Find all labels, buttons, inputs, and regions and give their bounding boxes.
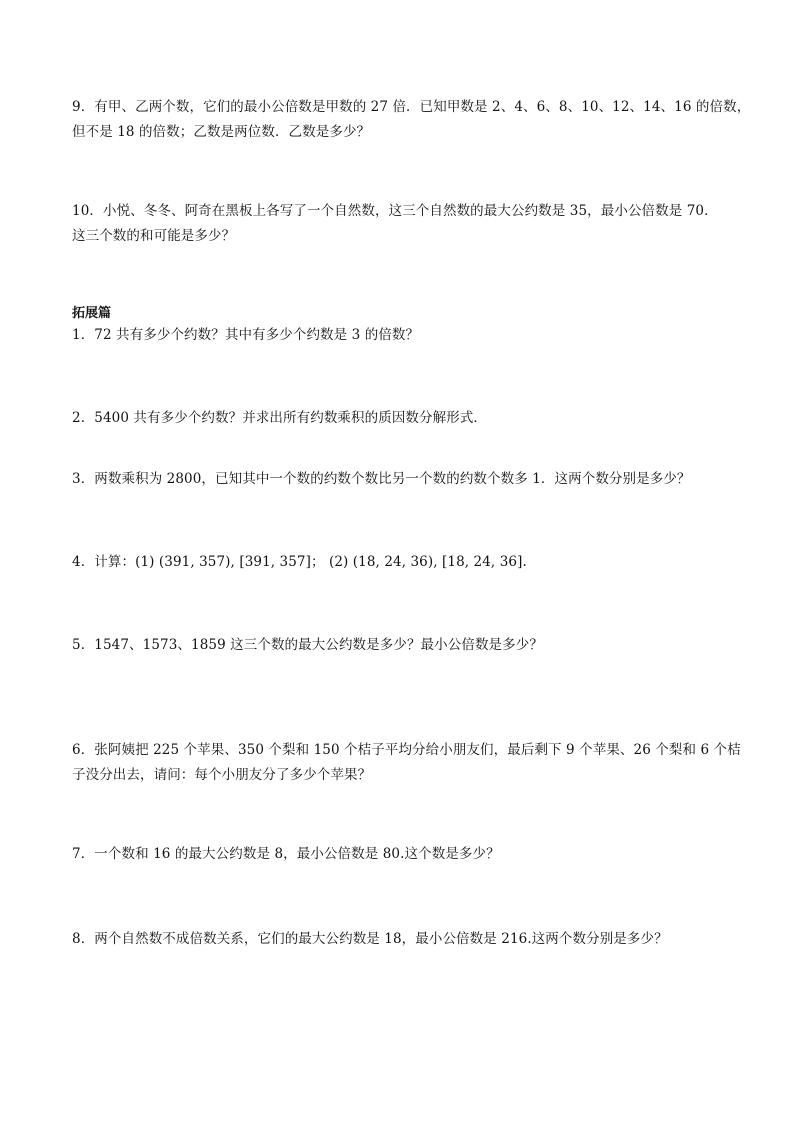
problem-line: 但不是 18 的倍数；乙数是两位数．乙数是多少？ bbox=[72, 124, 371, 140]
problem-line: 4．计算：(1) (391, 357), [391, 357]； (2) (18, 24, 36), [18, 24, 36]. bbox=[72, 554, 527, 570]
extension-problem-2 bbox=[72, 406, 732, 431]
problem-line: 10．小悦、冬冬、阿奇在黑板上各写了一个自然数，这三个自然数的最大公约数是 35，最小公倍数是 70． bbox=[72, 203, 718, 219]
problem-line: 这三个数的和可能是多少？ bbox=[72, 228, 236, 244]
section-title: 拓展篇 bbox=[72, 306, 112, 321]
problem-line: 1．72 共有多少个约数？其中有多少个约数是 3 的倍数？ bbox=[72, 327, 420, 343]
extension-problem-8 bbox=[72, 927, 732, 952]
extension-problem-4 bbox=[72, 550, 732, 575]
extension-problem-6 bbox=[72, 738, 741, 788]
extension-problem-1 bbox=[72, 323, 732, 348]
problem-line: 2．5400 共有多少个约数？并求出所有约数乘积的质因数分解形式． bbox=[72, 410, 488, 426]
problem-9 bbox=[72, 95, 751, 145]
problem-line: 9．有甲、乙两个数，它们的最小公倍数是甲数的 27 倍．已知甲数是 2、4、6、8、10、12、14、16 的倍数， bbox=[72, 99, 751, 115]
problem-line: 子没分出去，请问：每个小朋友分了多少个苹果？ bbox=[72, 767, 372, 783]
extension-problem-7 bbox=[72, 842, 732, 867]
problem-10 bbox=[72, 199, 732, 249]
extension-problem-3 bbox=[72, 467, 732, 492]
problem-line: 8．两个自然数不成倍数关系，它们的最大公约数是 18，最小公倍数是 216.这两个数分别是多少？ bbox=[72, 931, 668, 947]
problem-line: 6．张阿姨把 225 个苹果、350 个梨和 150 个桔子平均分给小朋友们，最后剩下 9 个苹果、26 个梨和 6 个桔 bbox=[72, 742, 741, 758]
extension-problem-5 bbox=[72, 633, 732, 658]
problem-line: 3．两数乘积为 2800，已知其中一个数的约数个数比另一个数的约数个数多 1．这两个数分别是多少？ bbox=[72, 471, 691, 487]
problem-line: 5．1547、1573、1859 这三个数的最大公约数是多少？最小公倍数是多少？ bbox=[72, 637, 543, 653]
problem-line: 7．一个数和 16 的最大公约数是 8，最小公倍数是 80.这个数是多少？ bbox=[72, 846, 500, 862]
